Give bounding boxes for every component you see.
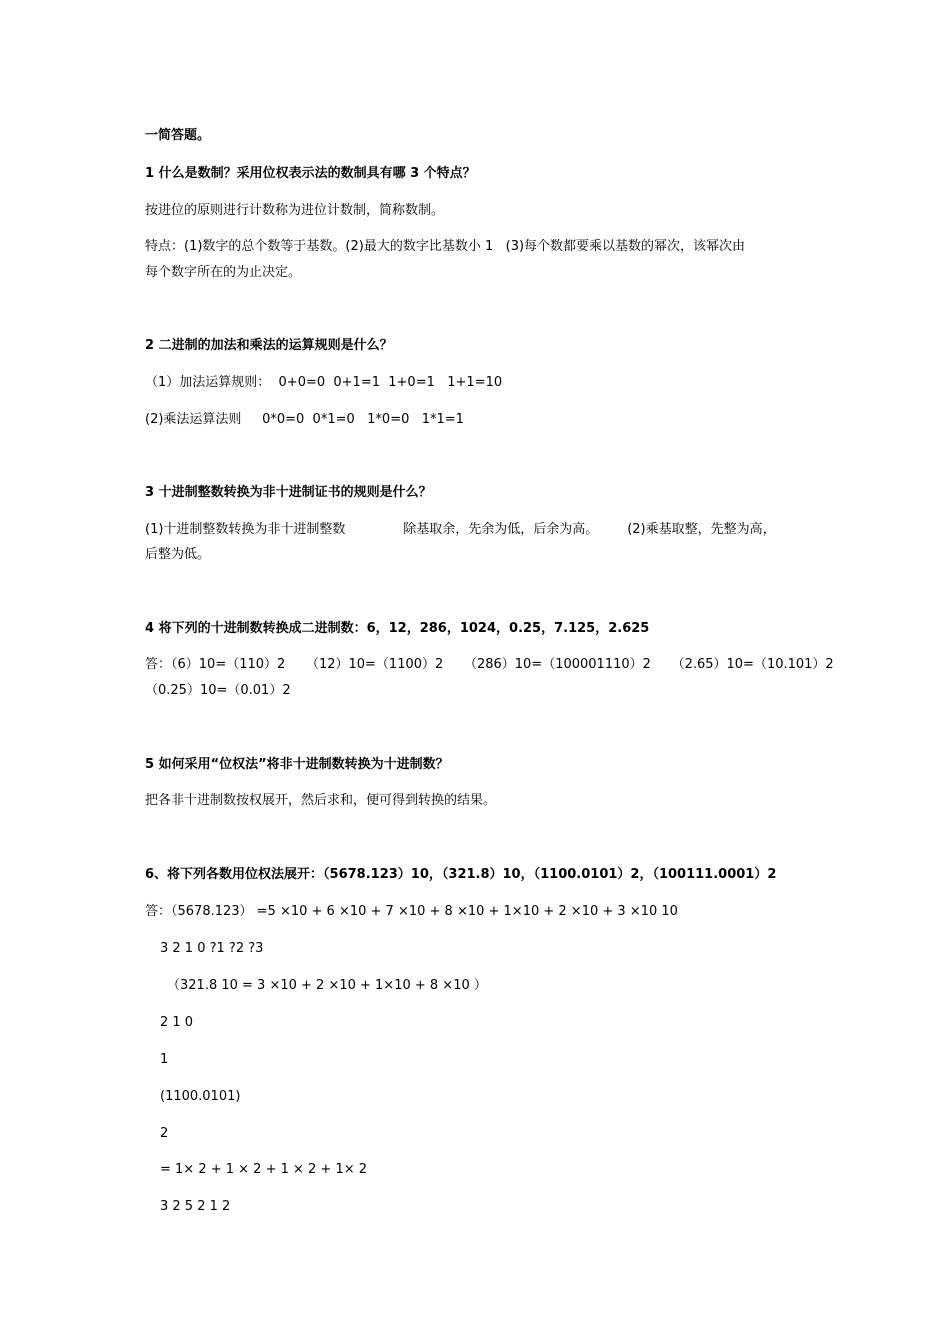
question-6-title: 6、将下列各数用位权法展开：（5678.123）10，（321.8）10，（1100.0101）2，（100111.0001）2: [145, 867, 777, 882]
answer-2-line-2: (2)乘法运算法则 0*0=0 0*1=0 1*0=0 1*1=1: [145, 412, 464, 427]
answer-1-line-3: 每个数字所在的为止决定。: [145, 265, 302, 280]
answer-4-line-1: 答：（6）10=（110）2 （12）10=（1100）2 （286）10=（100001110）2 （2.65）10=（10.101）2: [145, 657, 834, 672]
answer-1-line-2: 特点：(1)数字的总个数等于基数。(2)最大的数字比基数小 1 (3)每个数都要乘以基数的幂次，该幂次由: [145, 239, 746, 254]
question-4-title: 4 将下列的十进制数转换成二进制数：6，12，286，1024，0.25，7.125，2.625: [145, 621, 650, 636]
answer-3-line-1: (1)十进制整数转换为非十进制整数 除基取余，先余为低，后余为高。 (2)乘基取整，先整为高，: [145, 522, 776, 537]
question-1-title: 1 什么是数制？采用位权表示法的数制具有哪 3 个特点？: [145, 166, 476, 181]
answer-3-line-2: 后整为低。: [145, 547, 211, 562]
answer-1-line-1: 按进位的原则进行计数称为进位计数制，简称数制。: [145, 203, 445, 218]
answer-6-line-6: (1100.0101): [160, 1089, 241, 1104]
answer-4-line-2: （0.25）10=（0.01）2: [145, 683, 291, 698]
answer-6-line-8: = 1× 2 + 1 × 2 + 1 × 2 + 1× 2: [160, 1162, 368, 1177]
answer-6-line-4: 2 1 0: [160, 1015, 194, 1030]
question-5-title: 5 如何采用“位权法”将非十进制数转换为十进制数？: [145, 757, 449, 772]
answer-6-line-5: 1: [160, 1052, 169, 1067]
answer-6-line-7: 2: [160, 1126, 169, 1141]
answer-5-line-1: 把各非十进制数按权展开，然后求和，便可得到转换的结果。: [145, 793, 497, 808]
answer-6-line-2: 3 2 1 0 ?1 ?2 ?3: [160, 941, 264, 956]
question-2-title: 2 二进制的加法和乘法的运算规则是什么？: [145, 338, 393, 353]
answer-2-line-1: （1）加法运算规则： 0+0=0 0+1=1 1+0=1 1+1=10: [145, 375, 503, 390]
answer-6-line-3: （321.8 10 = 3 ×10 + 2 ×10 + 1×10 + 8 ×10 ）: [167, 978, 487, 993]
section-title: 一简答题。: [145, 128, 211, 143]
question-3-title: 3 十进制整数转换为非十进制证书的规则是什么？: [145, 485, 432, 500]
answer-6-line-1: 答：（5678.123） =5 ×10 + 6 ×10 + 7 ×10 + 8 ×10 + 1×10 + 2 ×10 + 3 ×10 10: [145, 904, 678, 919]
answer-6-line-9: 3 2 5 2 1 2: [160, 1199, 231, 1214]
